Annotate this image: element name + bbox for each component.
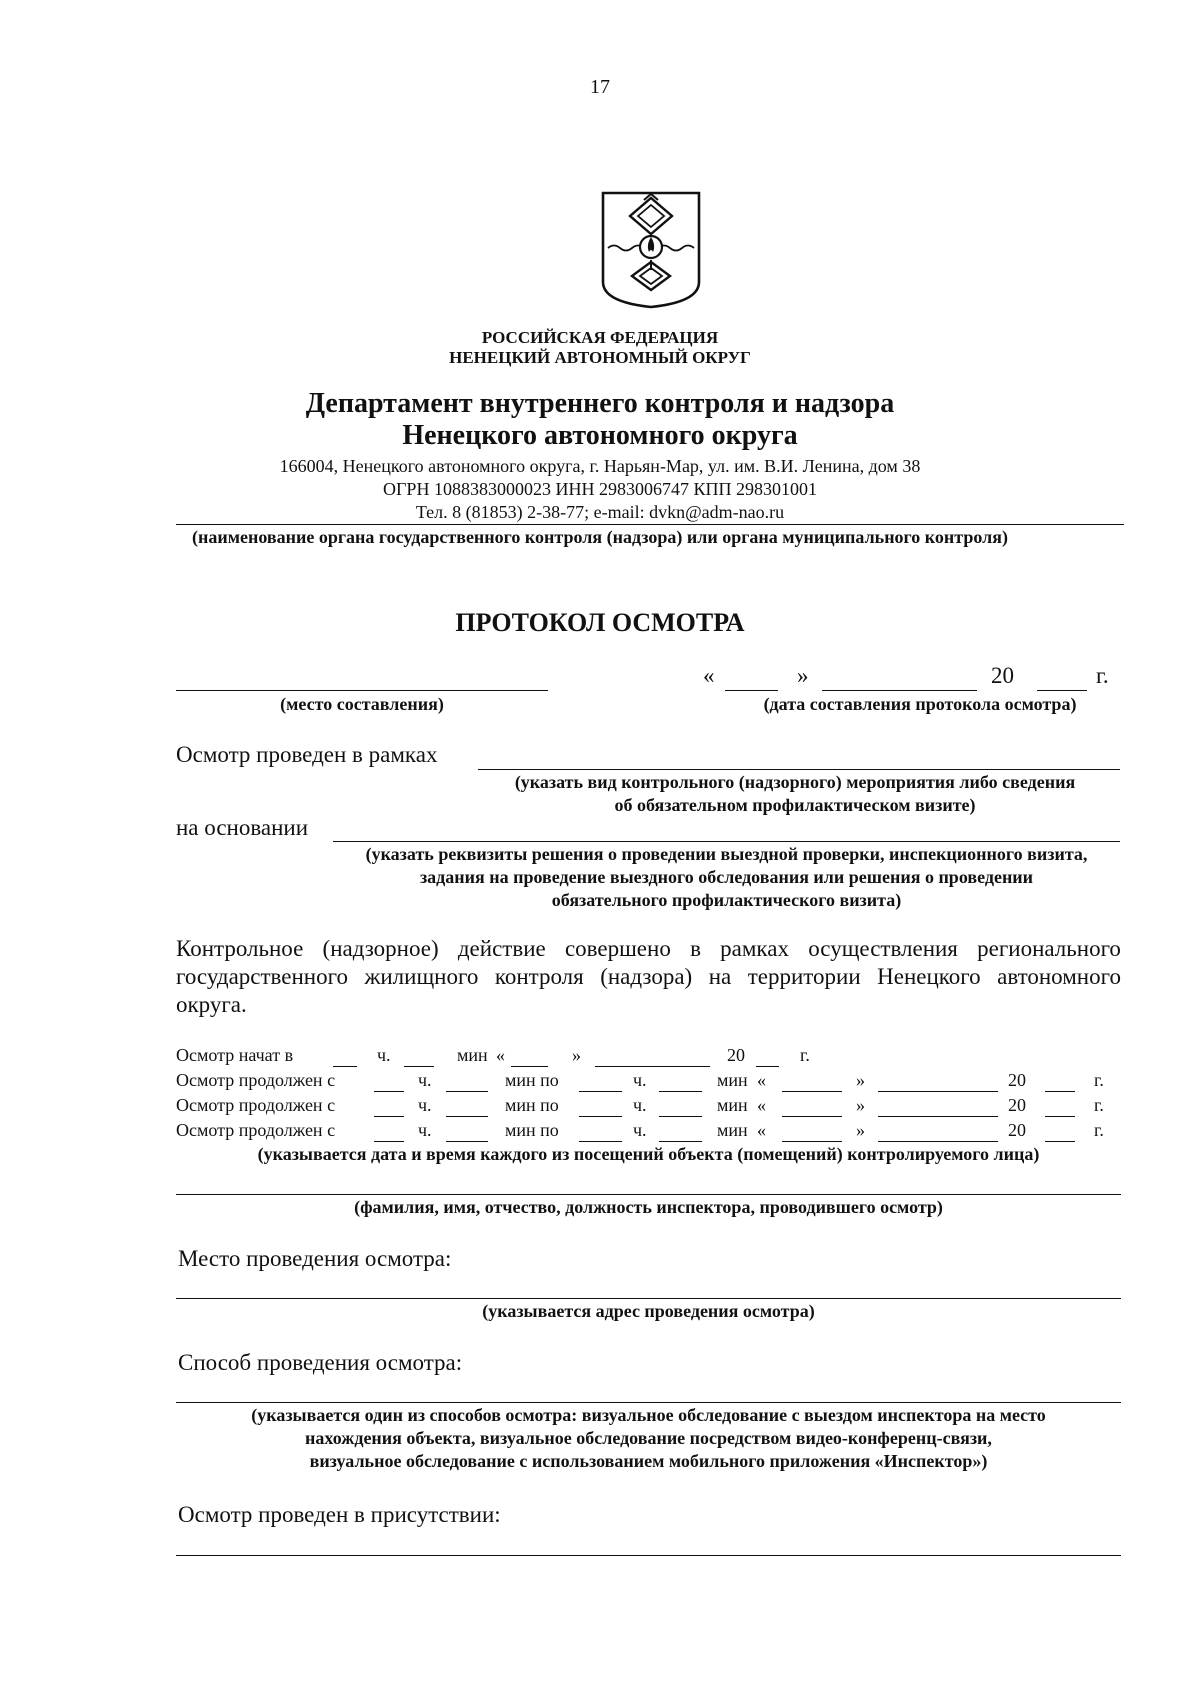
inspector-field[interactable] (176, 1194, 1121, 1195)
hours-unit: ч. (377, 1045, 391, 1065)
continued-month-field[interactable] (878, 1091, 998, 1092)
year-prefix: 20 (727, 1045, 745, 1065)
continued-from-hour-field[interactable] (374, 1141, 404, 1142)
year-suffix: г. (1094, 1120, 1104, 1140)
minutes-to-unit: мин по (505, 1095, 559, 1115)
year-prefix: 20 (1008, 1070, 1026, 1090)
open-quote: « (757, 1070, 766, 1090)
word: автономного (997, 964, 1121, 989)
org-address: 166004, Ненецкого автономного округа, г. Нарьян-Мар, ул. им. В.И. Ленина, дом 38 (279, 456, 921, 476)
continued-day-field[interactable] (782, 1141, 842, 1142)
paragraph-line2 (176, 964, 1121, 990)
continued-year-field[interactable] (1045, 1091, 1075, 1092)
minutes-to-unit: мин по (505, 1070, 559, 1090)
presence-label: Осмотр проведен в присутствии: (178, 1502, 501, 1527)
continued-month-field[interactable] (878, 1141, 998, 1142)
org-name-line (176, 524, 1124, 525)
word: рамках (720, 936, 789, 961)
word: в (690, 936, 701, 961)
word: осуществления (808, 936, 958, 961)
year-suffix: г. (800, 1045, 810, 1065)
word: на (708, 964, 732, 989)
basis-label: на основании (176, 815, 309, 840)
date-month-field[interactable] (822, 690, 977, 691)
paragraph-line1 (176, 936, 1121, 962)
date-day-field[interactable] (725, 690, 778, 691)
started-month-field[interactable] (595, 1066, 710, 1067)
place-caption: (место составления) (280, 694, 444, 714)
continued-to-minute-field[interactable] (659, 1141, 702, 1142)
continued-label: Осмотр продолжен с (176, 1095, 336, 1115)
method-caption-line1: (указывается один из способов осмотра: визуальное обследование с выездом инспектора на место (251, 1405, 1046, 1425)
continued-label: Осмотр продолжен с (176, 1070, 336, 1090)
year-prefix: 20 (1008, 1095, 1026, 1115)
word: государственного (176, 964, 348, 989)
continued-month-field[interactable] (878, 1116, 998, 1117)
continued-year-field[interactable] (1045, 1116, 1075, 1117)
started-year-field[interactable] (756, 1066, 779, 1067)
inspector-caption: (фамилия, имя, отчество, должность инспектора, проводившего осмотр) (354, 1197, 943, 1217)
date-year-suffix: г. (1096, 663, 1109, 688)
location-caption: (указывается адрес проведения осмотра) (482, 1301, 815, 1321)
minutes-unit: мин (457, 1045, 488, 1065)
continued-to-hour-field[interactable] (579, 1091, 622, 1092)
word: совершено (564, 936, 671, 961)
hours-unit: ч. (418, 1120, 432, 1140)
continued-day-field[interactable] (782, 1116, 842, 1117)
region-name: НЕНЕЦКИЙ АВТОНОМНЫЙ ОКРУГ (449, 348, 751, 367)
continued-to-hour-field[interactable] (579, 1116, 622, 1117)
frame-caption-line2: об обязательном профилактическом визите) (614, 795, 976, 815)
frame-label: Осмотр проведен в рамках (176, 742, 438, 767)
started-label: Осмотр начат в (176, 1045, 294, 1065)
open-quote: « (757, 1095, 766, 1115)
word: (надзора) (600, 964, 693, 989)
hours-unit: ч. (633, 1070, 647, 1090)
started-minute-field[interactable] (404, 1066, 434, 1067)
word: Ненецкого (877, 964, 981, 989)
word: контроля (494, 964, 584, 989)
year-suffix: г. (1094, 1095, 1104, 1115)
open-quote: « (496, 1045, 505, 1065)
date-year-field[interactable] (1037, 690, 1087, 691)
org-caption: (наименование органа государственного контроля (надзора) или органа муниципального контроля) (192, 527, 1008, 547)
org-contacts: Тел. 8 (81853) 2-38-77; e-mail: dvkn@adm-nao.ru (415, 502, 785, 522)
continued-day-field[interactable] (782, 1091, 842, 1092)
location-field[interactable] (176, 1298, 1121, 1299)
method-field[interactable] (176, 1402, 1121, 1403)
continued-year-field[interactable] (1045, 1141, 1075, 1142)
hours-unit: ч. (418, 1070, 432, 1090)
basis-field[interactable] (333, 841, 1120, 842)
continued-to-hour-field[interactable] (579, 1141, 622, 1142)
method-label: Способ проведения осмотра: (178, 1350, 463, 1375)
continued-from-minute-field[interactable] (446, 1141, 488, 1142)
basis-caption-line3: обязательного профилактического визита) (551, 890, 902, 910)
minutes-unit: мин (717, 1120, 748, 1140)
started-hour-field[interactable] (333, 1066, 357, 1067)
word: действие (457, 936, 546, 961)
frame-field[interactable] (478, 769, 1120, 770)
close-quote: » (856, 1095, 865, 1115)
continued-to-minute-field[interactable] (659, 1091, 702, 1092)
method-caption-line2: нахождения объекта, визуальное обследование посредством видео-конференц-связи, (305, 1428, 992, 1448)
continued-from-hour-field[interactable] (374, 1091, 404, 1092)
org-ids: ОГРН 1088383000023 ИНН 2983006747 КПП 298301001 (383, 479, 817, 499)
presence-field[interactable] (176, 1555, 1121, 1556)
minutes-unit: мин (717, 1070, 748, 1090)
close-quote: » (856, 1070, 865, 1090)
location-label: Место проведения осмотра: (178, 1246, 452, 1271)
paragraph-line3: округа. (176, 992, 247, 1017)
started-day-field[interactable] (511, 1066, 548, 1067)
country-name: РОССИЙСКАЯ ФЕДЕРАЦИЯ (481, 328, 719, 347)
basis-caption-line2: задания на проведение выездного обследования или решения о проведении (419, 867, 1034, 887)
hours-unit: ч. (633, 1095, 647, 1115)
open-quote: « (757, 1120, 766, 1140)
continued-from-minute-field[interactable] (446, 1116, 488, 1117)
basis-caption-line1: (указать реквизиты решения о проведении выездной проверки, инспекционного визита, (365, 844, 1088, 864)
page-number: 17 (590, 76, 610, 98)
continued-from-hour-field[interactable] (374, 1116, 404, 1117)
coat-of-arms-emblem (600, 190, 702, 310)
close-quote: » (856, 1120, 865, 1140)
minutes-to-unit: мин по (505, 1120, 559, 1140)
continued-label: Осмотр продолжен с (176, 1120, 336, 1140)
word: жилищного (364, 964, 479, 989)
date-caption: (дата составления протокола осмотра) (763, 694, 1077, 714)
org-name-line1: Департамент внутреннего контроля и надзора (305, 388, 895, 419)
hours-unit: ч. (418, 1095, 432, 1115)
frame-caption-line1: (указать вид контрольного (надзорного) мероприятия либо сведения (514, 772, 1076, 792)
place-field[interactable] (176, 690, 548, 691)
word: регионального (977, 936, 1121, 961)
continued-from-minute-field[interactable] (446, 1091, 488, 1092)
hours-unit: ч. (633, 1120, 647, 1140)
document-title: ПРОТОКОЛ ОСМОТРА (455, 608, 745, 637)
year-suffix: г. (1094, 1070, 1104, 1090)
close-quote: » (572, 1045, 581, 1065)
word: территории (747, 964, 861, 989)
date-year-prefix: 20 (991, 663, 1014, 688)
date-close-quote: » (797, 663, 809, 688)
year-prefix: 20 (1008, 1120, 1026, 1140)
visits-caption: (указывается дата и время каждого из посещений объекта (помещений) контролируемого лица) (257, 1144, 1040, 1164)
continued-to-minute-field[interactable] (659, 1116, 702, 1117)
org-name-line2: Ненецкого автономного округа (402, 420, 798, 451)
minutes-unit: мин (717, 1095, 748, 1115)
method-caption-line3: визуальное обследование с использованием мобильного приложения «Инспектор») (309, 1451, 988, 1471)
word: (надзорное) (322, 936, 439, 961)
word: Контрольное (176, 936, 304, 961)
date-open-quote: « (703, 663, 715, 688)
